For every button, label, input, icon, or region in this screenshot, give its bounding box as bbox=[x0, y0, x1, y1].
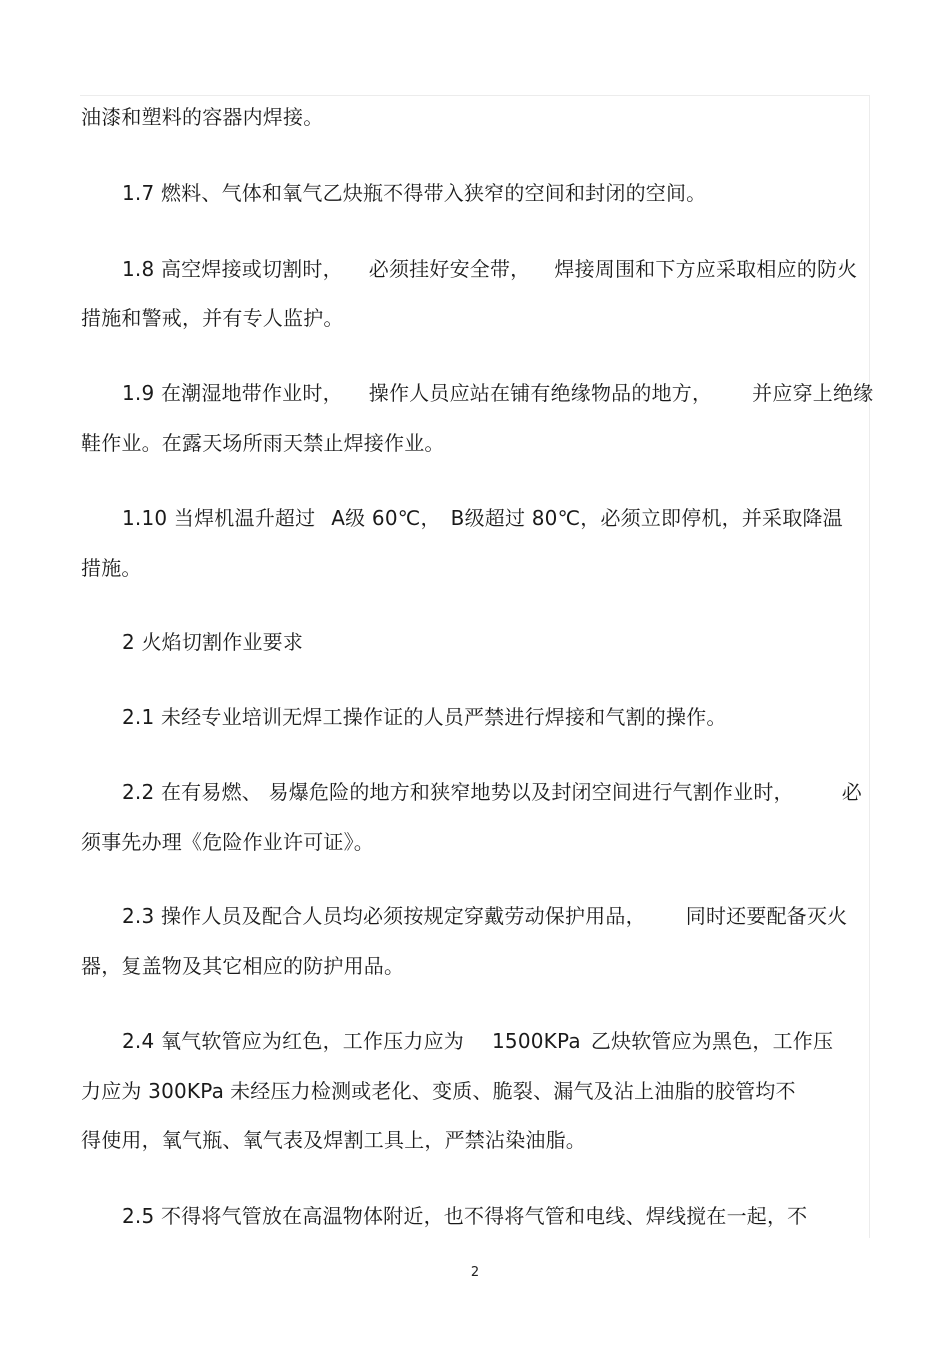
text-segment: 未经压力检测或老化、变质、脆裂、漏气及沾上油脂的胶管均不 bbox=[230, 1079, 796, 1103]
text-line: 须事先办理《危险作业许可证》。 bbox=[81, 830, 374, 854]
section-heading: 2 火焰切割作业要求 bbox=[122, 630, 304, 654]
text-line bbox=[122, 779, 862, 805]
text-line: 得使用，氧气瓶、氧气表及焊割工具上，严禁沾染油脂。 bbox=[81, 1128, 586, 1152]
text-segment: 2.2 在有易燃、 易爆危险的地方和狭窄地势以及封闭空间进行气割作业时， bbox=[122, 780, 794, 804]
text-segment: B级超过 80℃，必须立即停机，并采取降温 bbox=[450, 506, 843, 530]
text-line: 器，复盖物及其它相应的防护用品。 bbox=[81, 954, 405, 978]
text-line: 措施。 bbox=[81, 556, 142, 580]
text-segment: 乙炔软管应为黑色，工作压 bbox=[590, 1029, 834, 1053]
text-segment: 必 bbox=[841, 780, 862, 804]
page-number: 2 bbox=[470, 1265, 480, 1280]
text-line bbox=[122, 1028, 833, 1054]
text-segment: 2.4 氧气软管应为红色，工作压力应为 bbox=[122, 1029, 464, 1053]
text-segment: 2.3 操作人员及配合人员均必须按规定穿戴劳动保护用品， bbox=[122, 904, 646, 928]
text-segment: 操作人员应站在铺有绝缘物品的地方， bbox=[368, 381, 713, 405]
text-segment: 1500KPa bbox=[491, 1029, 581, 1053]
text-segment: 1.8 高空焊接或切割时， bbox=[122, 257, 343, 281]
text-line bbox=[122, 256, 857, 282]
text-line: 油漆和塑料的容器内焊接。 bbox=[81, 105, 324, 129]
text-line bbox=[122, 903, 847, 929]
text-segment: 1.9 在潮湿地带作业时， bbox=[122, 381, 343, 405]
text-segment: 必须挂好安全带， bbox=[368, 257, 531, 281]
text-line bbox=[122, 380, 873, 406]
text-segment: 力应为 300KPa bbox=[81, 1079, 225, 1103]
text-line bbox=[122, 505, 843, 531]
text-line: 措施和警戒，并有专人监护。 bbox=[81, 306, 344, 330]
text-line: 1.7 燃料、气体和氧气乙炔瓶不得带入狭窄的空间和封闭的空间。 bbox=[122, 181, 707, 205]
text-line bbox=[81, 1078, 796, 1104]
page-border-top bbox=[80, 95, 870, 96]
text-segment: 焊接周围和下方应采取相应的防火 bbox=[554, 257, 858, 281]
text-segment: 并应穿上绝缘 bbox=[752, 381, 874, 405]
text-segment: 1.10 当焊机温升超过 bbox=[122, 506, 316, 530]
text-line: 鞋作业。在露天场所雨天禁止焊接作业。 bbox=[81, 431, 445, 455]
text-line: 2.5 不得将气管放在高温物体附近，也不得将气管和电线、焊线搅在一起，不 bbox=[122, 1204, 808, 1228]
text-segment: A级 60℃， bbox=[331, 506, 441, 530]
text-line: 2.1 未经专业培训无焊工操作证的人员严禁进行焊接和气割的操作。 bbox=[122, 705, 727, 729]
text-segment: 同时还要配备灭火 bbox=[685, 904, 848, 928]
page-border-right bbox=[869, 95, 870, 1238]
